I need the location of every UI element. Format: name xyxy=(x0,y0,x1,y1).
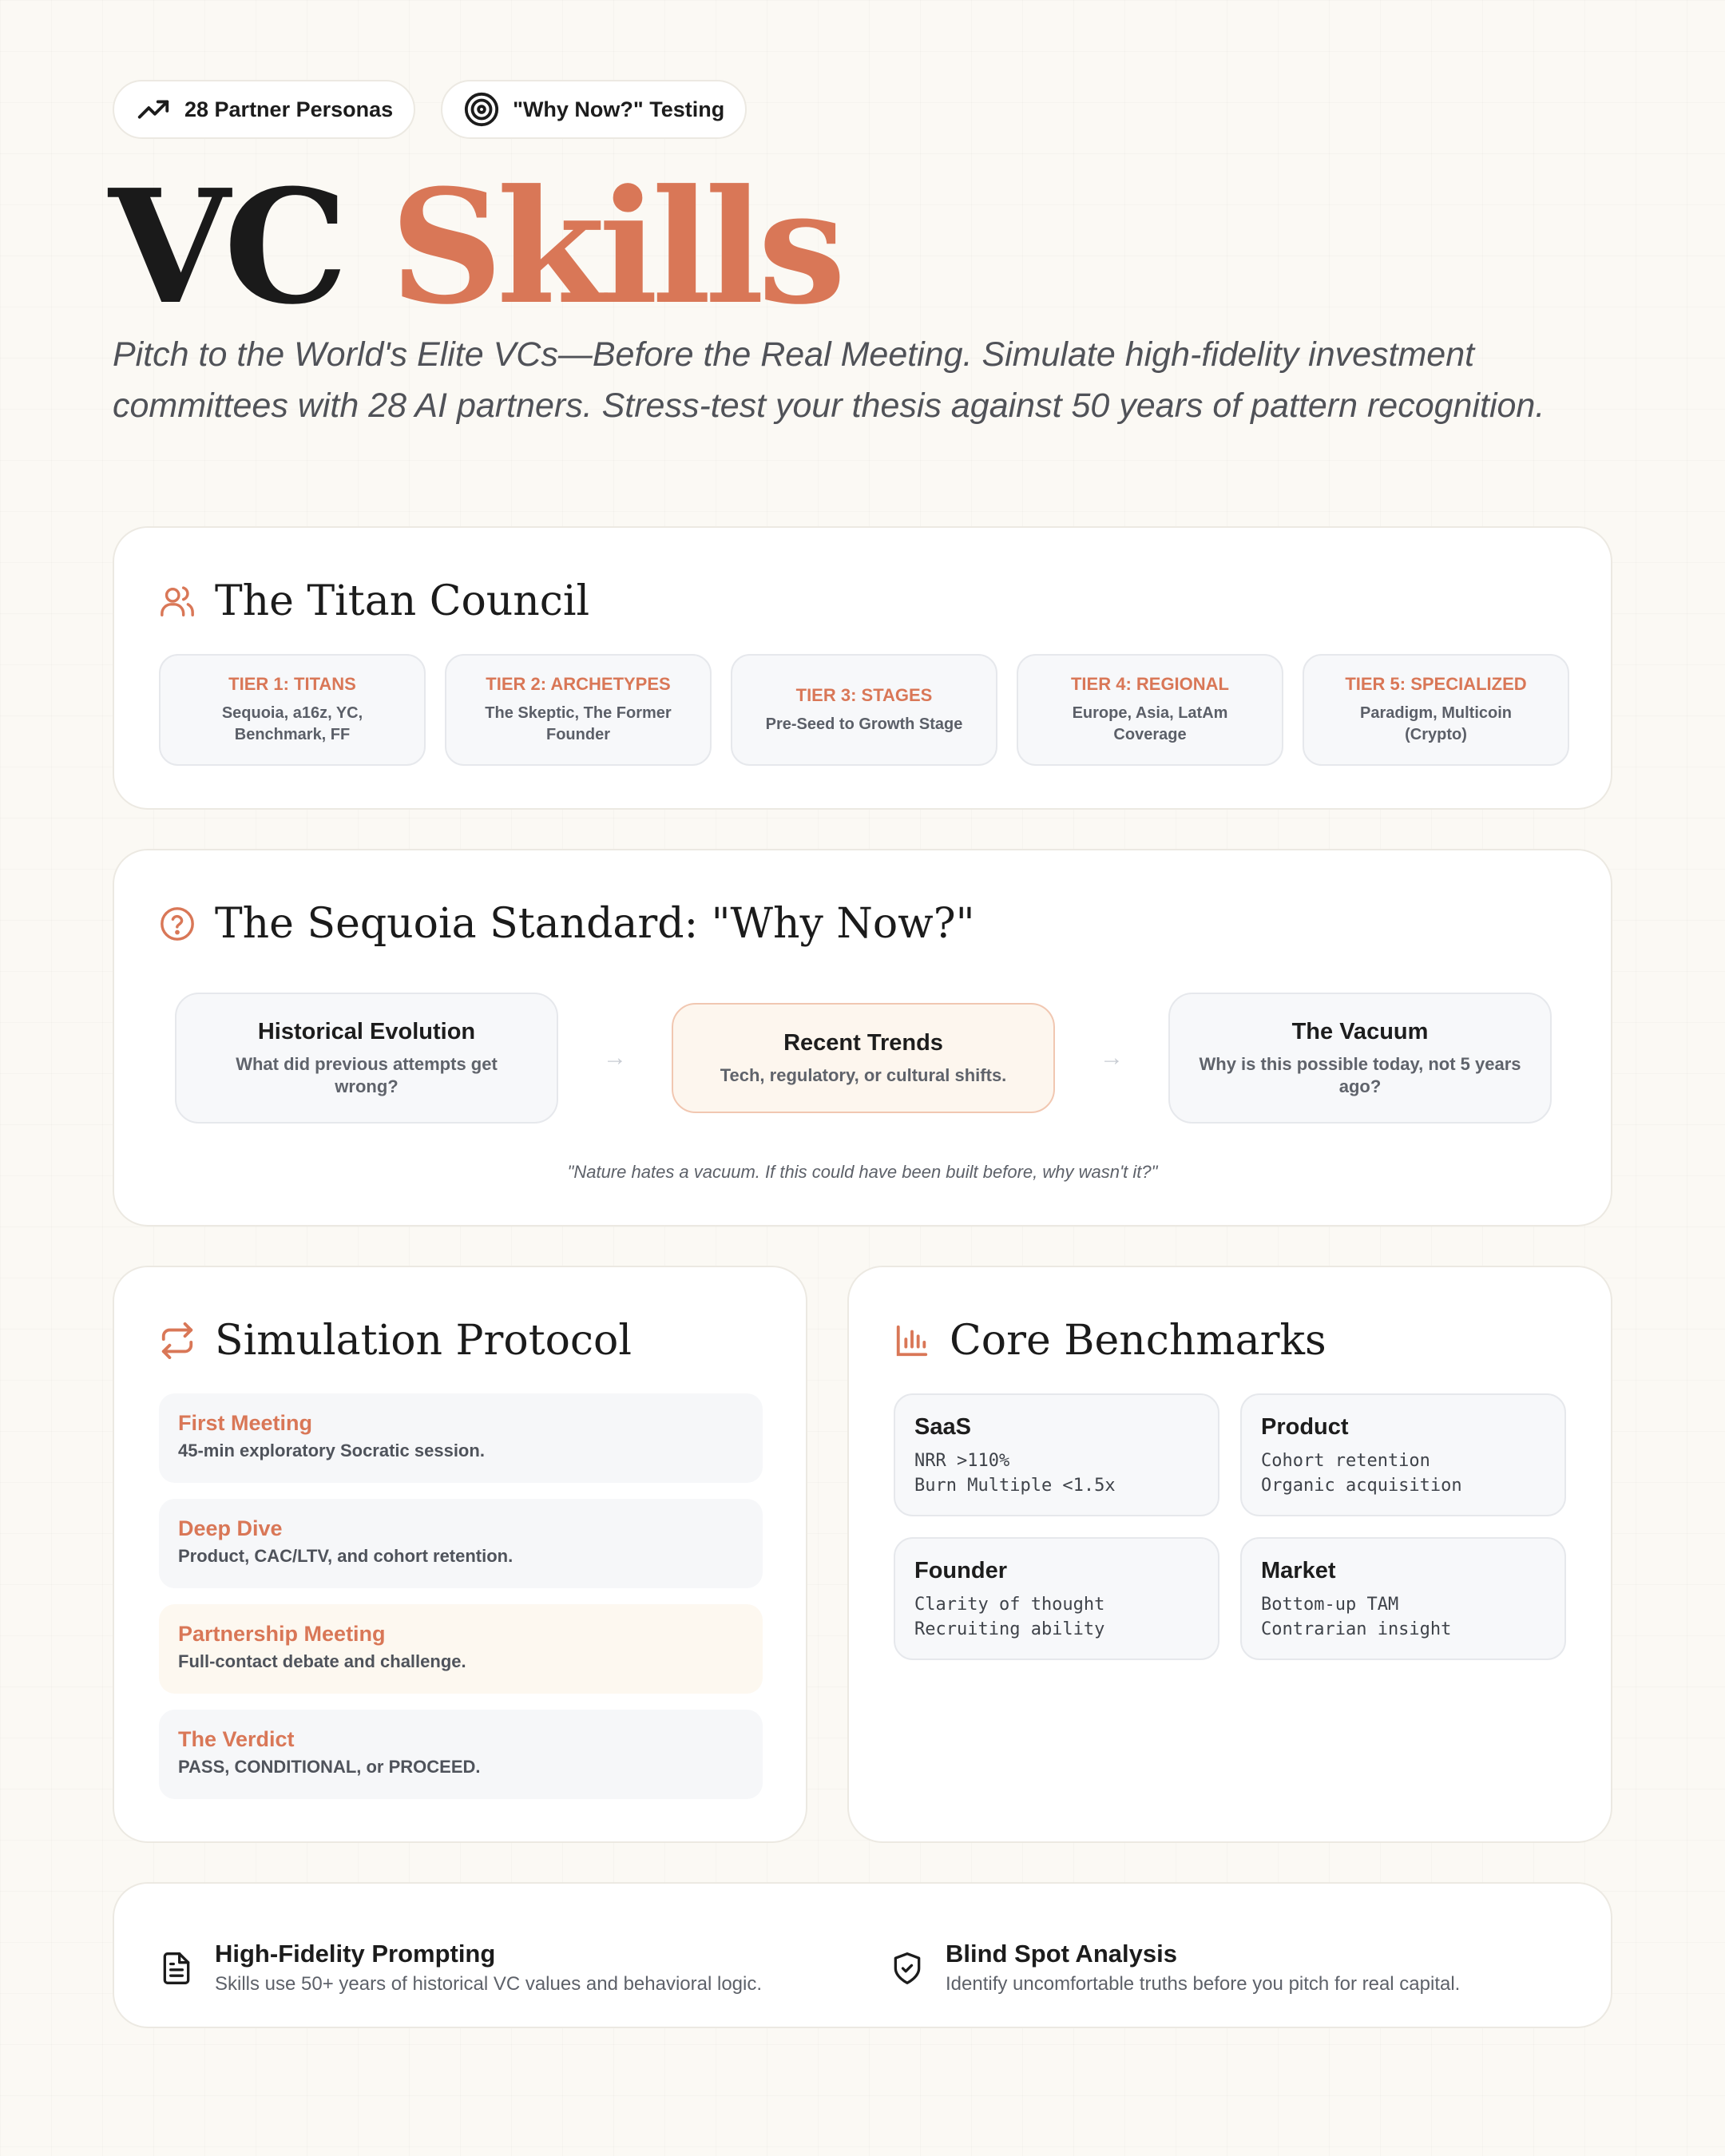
titan-council-card xyxy=(113,526,1612,810)
protocol-header xyxy=(159,1317,632,1365)
title-part-skills: Skills xyxy=(390,156,840,339)
document-icon xyxy=(159,1951,194,1986)
feature-desc: Skills use 50+ years of historical VC values and behavioral logic. xyxy=(215,1973,763,1995)
chip-label: "Why Now?" Testing xyxy=(513,97,725,121)
target-icon xyxy=(463,91,500,128)
step-desc: Tech, regulatory, or cultural shifts. xyxy=(720,1064,1007,1085)
protocol-step-deep-dive xyxy=(159,1499,763,1588)
section-title: Core Benchmarks xyxy=(950,1317,1326,1365)
protocol-step-the-verdict xyxy=(159,1710,763,1799)
feature-blind-spot-analysis xyxy=(890,1940,1460,1995)
benchmark-line: NRR >110% xyxy=(914,1451,1010,1471)
feature-title: High-Fidelity Prompting xyxy=(215,1940,496,1968)
tier-list xyxy=(159,654,1569,766)
chip-why-now-testing xyxy=(441,80,747,139)
benchmark-founder xyxy=(894,1537,1219,1660)
protocol-steps xyxy=(159,1393,763,1815)
benchmark-line: Bottom-up TAM xyxy=(1261,1595,1399,1615)
chip-label: 28 Partner Personas xyxy=(184,97,394,121)
page-title xyxy=(109,156,840,339)
simulation-protocol-card xyxy=(113,1266,807,1843)
chip-partner-personas xyxy=(113,80,415,139)
page-subtitle: Pitch to the World's Elite VCs—Before the Real Meeting. Simulate high-fidelity investment committees with 28 AI partners. Stress-test your thesis against 50 years of pattern recognition. xyxy=(113,335,1545,425)
why-now-card xyxy=(113,849,1612,1227)
step-desc: What did previous attempts get wrong? xyxy=(236,1053,498,1096)
protocol-step-first-meeting xyxy=(159,1393,763,1483)
benchmark-line: Burn Multiple <1.5x xyxy=(914,1476,1116,1496)
step-title: Historical Evolution xyxy=(257,1018,476,1044)
protocol-step-partnership-meeting xyxy=(159,1604,763,1694)
benchmark-line: Clarity of thought xyxy=(914,1595,1105,1615)
tier-title: TIER 2: ARCHETYPES xyxy=(486,674,671,694)
benchmarks-header xyxy=(894,1317,1326,1365)
core-benchmarks-card xyxy=(847,1266,1612,1843)
tier-card xyxy=(1303,654,1569,766)
header-chips xyxy=(113,80,747,139)
tier-title: TIER 1: TITANS xyxy=(228,674,356,694)
tier-title: TIER 3: STAGES xyxy=(795,684,933,705)
tier-title: TIER 4: REGIONAL xyxy=(1070,674,1229,694)
step-desc: Why is this possible today, not 5 years ago? xyxy=(1199,1053,1521,1096)
benchmark-line: Recruiting ability xyxy=(914,1619,1105,1639)
why-now-steps xyxy=(175,993,1552,1124)
benchmark-saas xyxy=(894,1393,1219,1516)
feature-high-fidelity-prompting xyxy=(159,1940,762,1995)
tier-card xyxy=(731,654,997,766)
tier-desc: Sequoia, a16z, YC, Benchmark, FF xyxy=(221,704,363,743)
tier-desc: Pre-Seed to Growth Stage xyxy=(765,715,963,733)
feature-desc: Identify uncomfortable truths before you pitch for real capital. xyxy=(946,1973,1461,1995)
protocol-step-desc: PASS, CONDITIONAL, or PROCEED. xyxy=(178,1757,481,1777)
protocol-step-title: Partnership Meeting xyxy=(178,1622,386,1646)
shield-check-icon xyxy=(890,1951,925,1986)
tier-desc: Paradigm, Multicoin (Crypto) xyxy=(1359,704,1513,743)
users-icon xyxy=(159,583,196,620)
benchmark-title: Product xyxy=(1261,1414,1349,1440)
protocol-step-title: The Verdict xyxy=(178,1727,295,1751)
step-historical-evolution xyxy=(175,993,558,1124)
benchmark-title: SaaS xyxy=(914,1414,971,1440)
section-title: The Titan Council xyxy=(215,577,590,625)
why-now-quote: "Nature hates a vacuum. If this could have been built before, why wasn't it?" xyxy=(567,1162,1158,1182)
arrow-right-icon: → xyxy=(603,1044,627,1071)
trending-up-icon xyxy=(135,91,172,128)
title-part-vc: VC xyxy=(109,156,343,339)
arrow-right-icon: → xyxy=(1100,1044,1124,1071)
protocol-step-desc: Full-contact debate and challenge. xyxy=(178,1651,466,1671)
step-title: The Vacuum xyxy=(1291,1018,1429,1044)
benchmark-market xyxy=(1240,1537,1566,1660)
tier-desc: The Skeptic, The Former Founder xyxy=(485,704,672,743)
benchmark-line: Cohort retention xyxy=(1261,1451,1430,1471)
titan-council-header xyxy=(159,577,589,625)
repeat-icon xyxy=(159,1322,196,1359)
tier-desc: Europe, Asia, LatAm Coverage xyxy=(1072,704,1228,743)
step-title: Recent Trends xyxy=(783,1029,943,1056)
benchmark-line: Organic acquisition xyxy=(1261,1476,1462,1496)
section-title: The Sequoia Standard: "Why Now?" xyxy=(215,900,975,948)
tier-card xyxy=(445,654,712,766)
benchmark-title: Founder xyxy=(914,1558,1007,1583)
benchmark-grid xyxy=(894,1393,1566,1660)
protocol-step-desc: Product, CAC/LTV, and cohort retention. xyxy=(178,1546,514,1566)
why-now-header xyxy=(159,900,975,948)
protocol-step-title: First Meeting xyxy=(178,1411,313,1435)
feature-title: Blind Spot Analysis xyxy=(946,1940,1177,1968)
help-circle-icon xyxy=(159,906,196,942)
step-recent-trends xyxy=(672,1003,1055,1113)
benchmark-line: Contrarian insight xyxy=(1261,1619,1452,1639)
bar-chart-icon xyxy=(894,1322,930,1359)
tier-title: TIER 5: SPECIALIZED xyxy=(1345,674,1527,694)
section-title: Simulation Protocol xyxy=(215,1317,632,1365)
protocol-step-desc: 45-min exploratory Socratic session. xyxy=(178,1441,485,1460)
protocol-step-title: Deep Dive xyxy=(178,1516,283,1540)
benchmark-product xyxy=(1240,1393,1566,1516)
tier-card xyxy=(1017,654,1283,766)
benchmark-title: Market xyxy=(1261,1558,1336,1583)
tier-card xyxy=(159,654,426,766)
step-the-vacuum xyxy=(1168,993,1552,1124)
features-card xyxy=(113,1882,1612,2028)
